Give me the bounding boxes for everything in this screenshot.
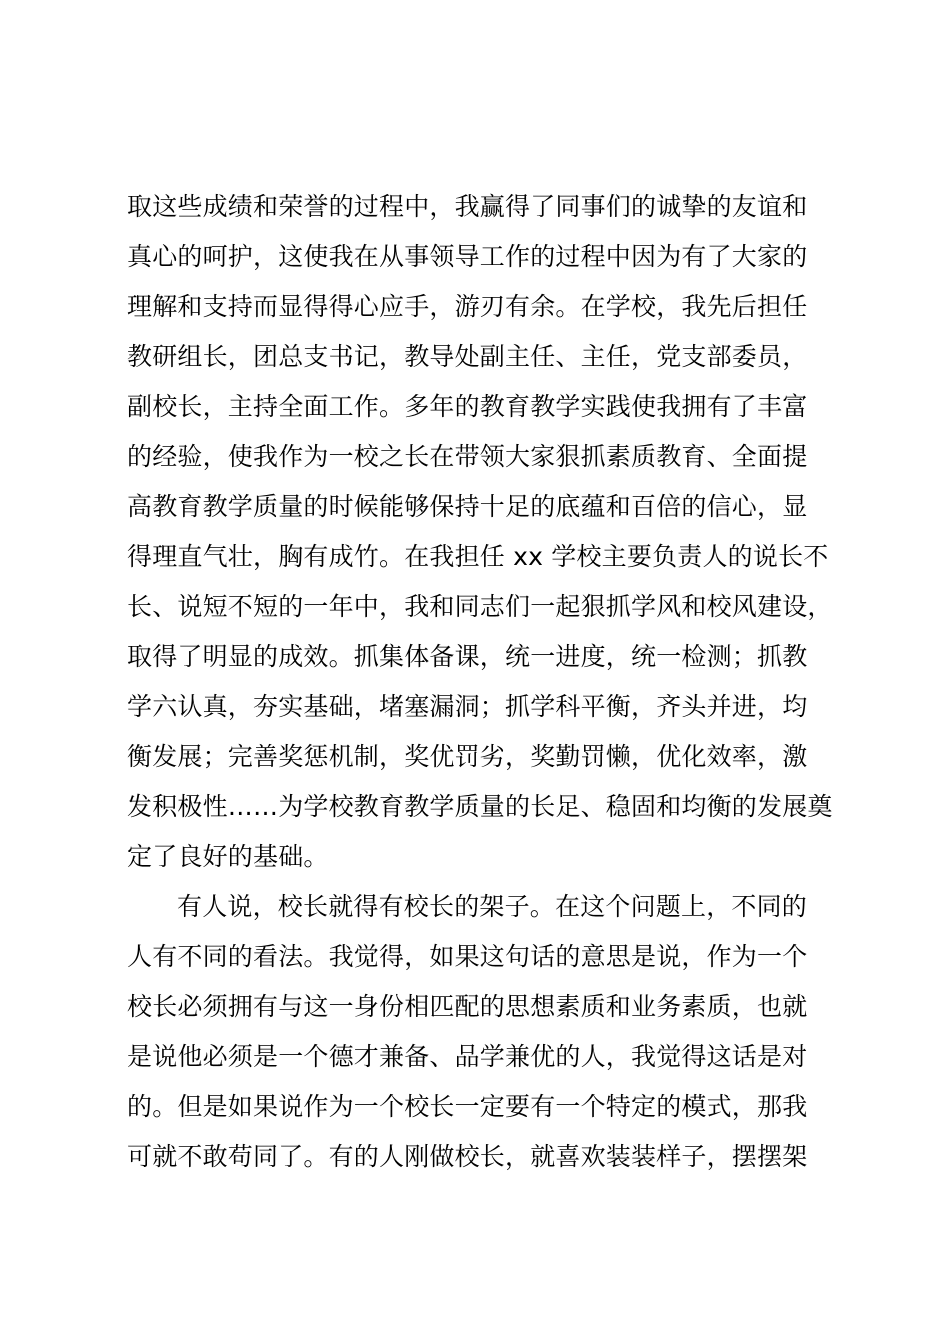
text-line: 真心的呵护，这使我在从事领导工作的过程中因为有了大家的 bbox=[127, 242, 808, 271]
text-line: 校长必须拥有与这一身份相匹配的思想素质和业务素质，也就 bbox=[127, 992, 808, 1021]
text-line: 有人说，校长就得有校长的架子。在这个问题上，不同的 bbox=[177, 892, 808, 921]
text-line: 的经验，使我作为一校之长在带领大家狠抓素质教育、全面提 bbox=[127, 442, 808, 471]
text-line: 衡发展；完善奖惩机制，奖优罚劣，奖勤罚懒，优化效率，激 bbox=[127, 742, 808, 771]
text-line: 学六认真，夯实基础，堵塞漏洞；抓学科平衡，齐头并进，均 bbox=[127, 692, 808, 721]
paragraph-2 bbox=[127, 882, 847, 1182]
text-line: 教研组长，团总支书记，教导处副主任、主任，党支部委员， bbox=[127, 342, 808, 371]
text-line: 取得了明显的成效。抓集体备课，统一进度，统一检测；抓教 bbox=[127, 642, 808, 671]
text-line: 是说他必须是一个德才兼备、品学兼优的人，我觉得这话是对 bbox=[127, 1042, 808, 1071]
text-line: 发积极性……为学校教育教学质量的长足、稳固和均衡的发展奠 bbox=[127, 792, 833, 821]
text-line: 理解和支持而显得得心应手，游刃有余。在学校，我先后担任 bbox=[127, 292, 808, 321]
text-line: 取这些成绩和荣誉的过程中，我赢得了同事们的诚挚的友谊和 bbox=[127, 192, 808, 221]
document-body bbox=[127, 182, 847, 1182]
text-line: 定了良好的基础。 bbox=[127, 842, 329, 871]
text-line: 副校长，主持全面工作。多年的教育教学实践使我拥有了丰富 bbox=[127, 392, 808, 421]
paragraph-1 bbox=[127, 182, 847, 882]
text-line: 人有不同的看法。我觉得，如果这句话的意思是说，作为一个 bbox=[127, 942, 808, 971]
text-line: 高教育教学质量的时候能够保持十足的底蕴和百倍的信心，显 bbox=[127, 492, 808, 521]
text-line: 可就不敢苟同了。有的人刚做校长，就喜欢装装样子，摆摆架 bbox=[127, 1142, 808, 1171]
text-line: 的。但是如果说作为一个校长一定要有一个特定的模式，那我 bbox=[127, 1092, 808, 1121]
text-line: 得理直气壮，胸有成竹。在我担任 xx 学校主要负责人的说长不 bbox=[127, 542, 829, 571]
text-line: 长、说短不短的一年中，我和同志们一起狠抓学风和校风建设， bbox=[127, 592, 833, 621]
